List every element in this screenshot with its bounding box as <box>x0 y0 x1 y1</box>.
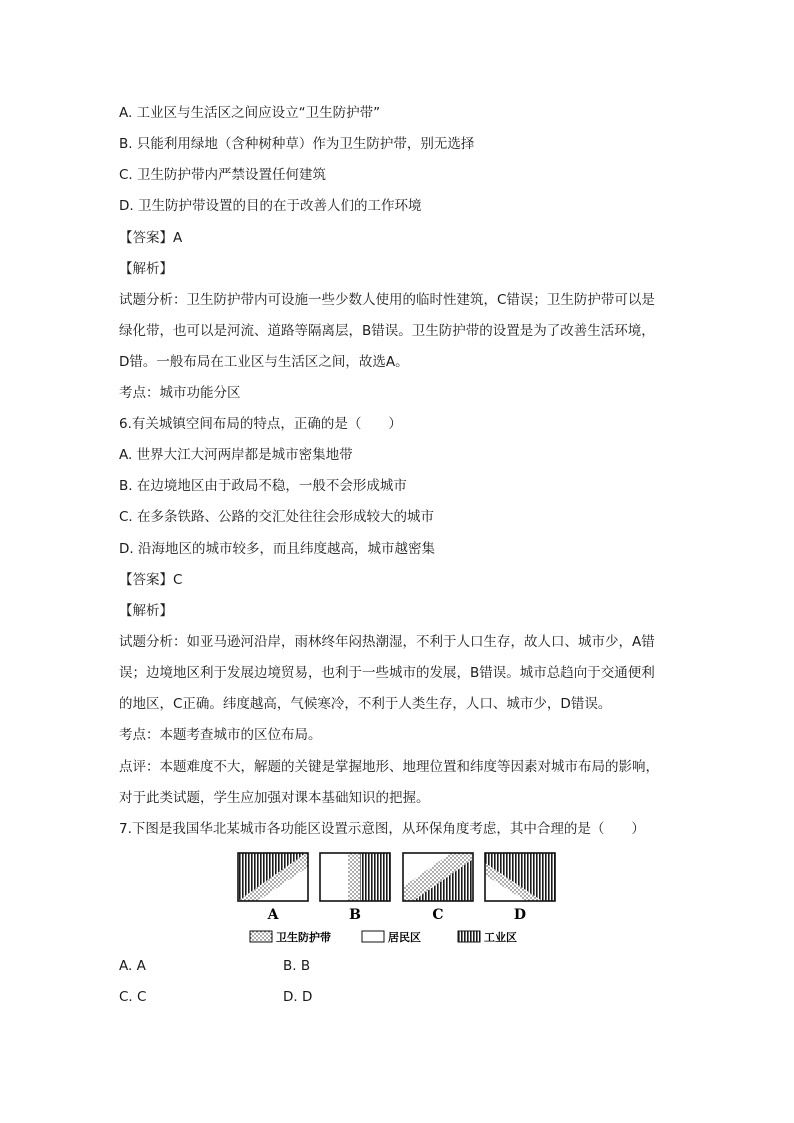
q5-option-a: A. 工业区与生活区之间应设立“卫生防护带” <box>119 105 381 121</box>
functional-zone-diagram <box>236 851 556 951</box>
legend-swatch-industrial <box>458 931 480 942</box>
q5-analysis-line: 绿化带，也可以是河流、道路等隔离层，B错误。卫生防护带的设置是为了改善生活环境， <box>119 323 655 339</box>
legend-label: 卫生防护带 <box>276 931 331 944</box>
protection-belt <box>348 853 360 901</box>
panel-label: A <box>267 907 279 923</box>
panel-b <box>320 853 390 901</box>
q5-kaodian: 考点：城市功能分区 <box>119 385 241 401</box>
q5-analysis-line: 试题分析：卫生防护带内可设施一些少数人使用的临时性建筑，C错误；卫生防护带可以是 <box>119 292 655 308</box>
panel-label: C <box>432 907 444 923</box>
q7-stem: 7.下图是我国华北某城市各功能区设置示意图，从环保角度考虑，其中合理的是（ ） <box>119 821 645 837</box>
q6-kaodian: 考点：本题考查城市的区位布局。 <box>119 727 322 743</box>
legend <box>250 930 517 944</box>
q6-dianping-line: 点评：本题难度不大，解题的关键是掌握地形、地理位置和纬度等因素对城市布局的影响， <box>119 759 659 775</box>
q6-analysis-line: 的地区，C正确。纬度越高，气候寒冷，不利于人类生存，人口、城市少，D错误。 <box>119 696 612 712</box>
legend-swatch-belt <box>250 931 272 942</box>
q7-option-b: B. B <box>283 958 311 974</box>
legend-label: 居民区 <box>388 931 421 944</box>
q6-option-a: A. 世界大江大河两岸都是城市密集地带 <box>119 447 353 463</box>
q7-option-a: A. A <box>119 958 146 974</box>
q7-option-d: D. D <box>283 989 313 1005</box>
q6-option-b: B. 在边境地区由于政局不稳，一般不会形成城市 <box>119 478 407 494</box>
legend-label: 工业区 <box>484 931 517 944</box>
q6-analysis-line: 误；边境地区利于发展边境贸易，也利于一些城市的发展，B错误。城市总趋向于交通便利 <box>119 665 655 681</box>
industrial-zone <box>360 853 390 901</box>
q6-analysis-line: 试题分析：如亚马逊河沿岸，雨林终年闷热潮湿，不利于人口生存，故人口、城市少，A错 <box>119 634 655 650</box>
q5-analysis-line: D错。一般布局在工业区与生活区之间，故选A。 <box>119 354 409 370</box>
q7-option-c: C. C <box>119 989 147 1005</box>
panel-d <box>485 853 555 901</box>
panel-a <box>238 853 308 901</box>
residential-zone <box>320 853 348 901</box>
q6-analysis-heading: 【解析】 <box>119 603 173 619</box>
panel-label: B <box>349 907 361 923</box>
legend-swatch-residential <box>362 931 384 942</box>
q6-option-c: C. 在多条铁路、公路的交汇处往往会形成较大的城市 <box>119 509 435 525</box>
q6-dianping-line: 对于此类试题，学生应加强对课本基础知识的把握。 <box>119 790 430 806</box>
q5-analysis-heading: 【解析】 <box>119 261 173 277</box>
q6-answer: 【答案】C <box>119 572 183 588</box>
panel-label: D <box>513 907 527 923</box>
q5-option-c: C. 卫生防护带内严禁设置任何建筑 <box>119 167 327 183</box>
q5-option-d: D. 卫生防护带设置的目的在于改善人们的工作环境 <box>119 198 422 214</box>
q6-option-d: D. 沿海地区的城市较多，而且纬度越高，城市越密集 <box>119 541 435 557</box>
q5-answer: 【答案】A <box>119 230 183 246</box>
q5-option-b: B. 只能利用绿地（含种树种草）作为卫生防护带，别无选择 <box>119 136 475 152</box>
q6-stem: 6.有关城镇空间布局的特点，正确的是（ ） <box>119 416 402 432</box>
panel-c <box>403 853 473 901</box>
